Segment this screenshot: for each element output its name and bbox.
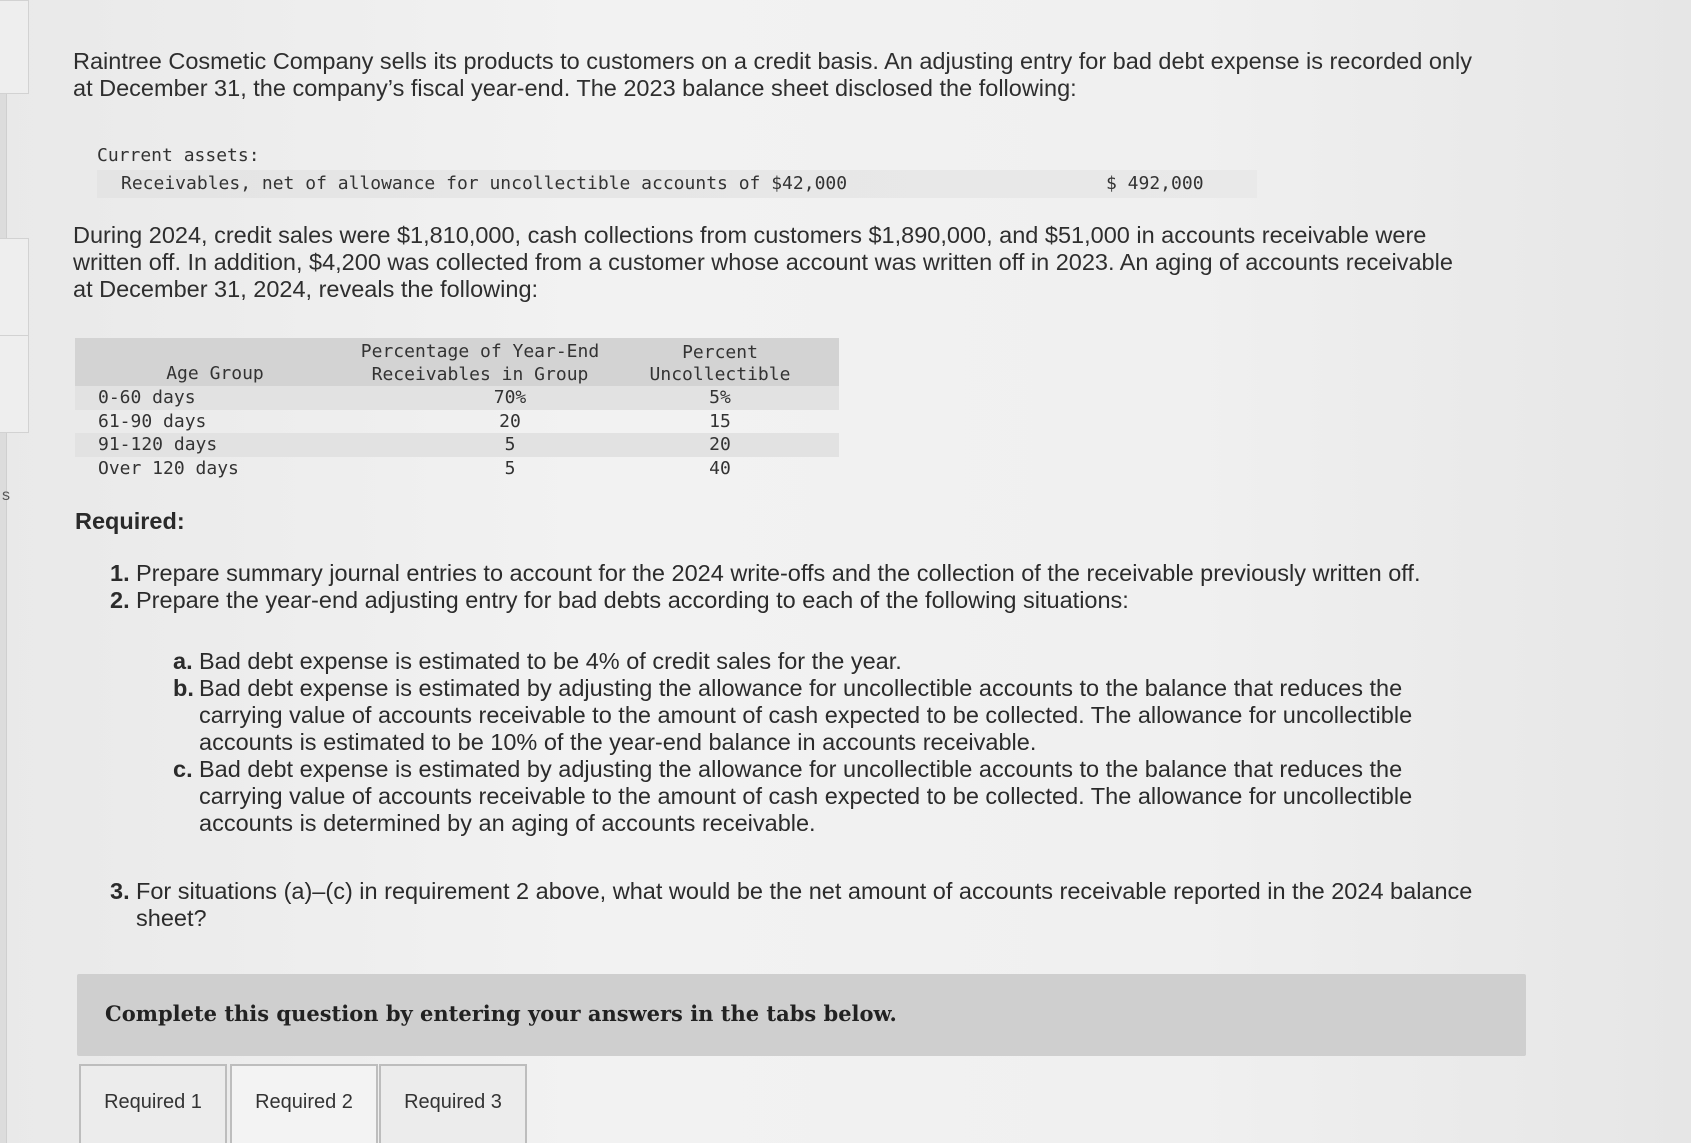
paragraph-line: During 2024, credit sales were $1,810,000, cash collections from customers $1,890,000, and $51,000 in accounts receivable were [73,222,1427,248]
tab-required-2[interactable]: Required 2 [230,1064,378,1143]
aging-table-header [75,338,839,386]
situation-text: Bad debt expense is estimated by adjusting the allowance for uncollectible accounts to the balance that reduces the carrying value of accounts receivable to the amount of cash expected to be collected. The allowance for uncollectible accounts is estimated to be 10% of the year-end balance in accounts receivable. [199,675,1413,755]
table-row [75,386,839,410]
list-item [110,587,1510,614]
situation-text: Bad debt expense is estimated to be 4% of credit sales for the year. [199,648,902,674]
situations-list [173,648,1453,837]
left-panel-edge [0,0,7,1143]
requirement-number: 1. [110,560,130,586]
left-panel-tab[interactable] [0,335,29,433]
requirement-number: 3. [110,878,130,904]
list-item [173,675,1453,756]
requirement-text: Prepare summary journal entries to account for the 2024 write-offs and the collection of the receivable previously written off. [136,560,1421,586]
cell-uncollectible: 5% [709,387,731,408]
list-item [173,756,1453,837]
header-age-group: Age Group [166,363,264,384]
question-content [73,48,1573,931]
situation-letter: b. [173,675,194,701]
aging-table [75,338,839,480]
situation-letter: a. [173,648,193,674]
receivables-value: $ 492,000 [1106,173,1204,194]
balance-sheet-row [97,170,1257,198]
situation-text: Bad debt expense is estimated by adjusting the allowance for uncollectible accounts to the balance that reduces the carrying value of accounts receivable to the amount of cash expected to be collected. The allowance for uncollectible accounts is determined by an aging of accounts receivable. [199,756,1413,836]
cell-age: 91-120 days [98,434,218,455]
cell-uncollectible: 40 [709,457,731,479]
situation-letter: c. [173,756,193,782]
paragraph-line: at December 31, 2024, reveals the following: [73,276,539,302]
balance-sheet-heading: Current assets: [97,145,260,166]
left-panel-tab[interactable] [0,0,29,94]
table-row [75,410,839,434]
intro-line: at December 31, the company’s fiscal year-end. The 2023 balance sheet disclosed the following: [73,75,1077,101]
left-panel-tab[interactable] [0,238,29,336]
balance-sheet-excerpt [97,144,1257,198]
header-uncollectible-line1: Percent [682,342,758,363]
list-item [110,878,1510,932]
instructions-text: Complete this question by entering your answers in the tabs below. [105,1001,897,1026]
requirement-number: 2. [110,587,130,613]
receivables-label: Receivables, net of allowance for uncollectible accounts of $42,000 [121,173,848,194]
required-heading: Required: [75,508,185,534]
list-item [173,648,1453,675]
table-row [75,433,839,457]
list-item [110,560,1510,587]
requirement-text: Prepare the year-end adjusting entry for bad debts according to each of the following situations: [136,587,1129,613]
requirement-3 [110,878,1510,932]
credit-sales-paragraph [73,222,1573,303]
intro-paragraph [73,48,1573,102]
cell-percentage: 20 [499,410,521,432]
header-uncollectible-line2: Uncollectible [649,364,791,385]
cell-percentage: 70% [493,387,527,408]
table-row [75,457,839,481]
requirements-list [110,560,1510,614]
paragraph-line: written off. In addition, $4,200 was collected from a customer whose account was written off in 2023. An aging of accounts receivable [73,249,1453,275]
cell-age: 0-60 days [98,387,196,408]
requirement-text: For situations (a)–(c) in requirement 2 above, what would be the net amount of accounts receivable reported in the 2024 balance sheet? [136,878,1473,931]
intro-line: Raintree Cosmetic Company sells its products to customers on a credit basis. An adjusting entry for bad debt expense is recorded only [73,48,1472,74]
cell-uncollectible: 15 [709,410,731,432]
cell-uncollectible: 20 [709,434,731,455]
cell-age: Over 120 days [98,457,239,479]
cell-percentage: 5 [504,434,516,455]
tab-required-3[interactable]: Required 3 [379,1064,527,1143]
tab-required-1[interactable]: Required 1 [79,1064,227,1143]
instructions-banner [77,974,1526,1056]
cell-age: 61-90 days [98,410,207,432]
header-percentage-line1: Percentage of Year-End [360,341,600,362]
cell-percentage: 5 [504,457,516,479]
header-percentage-line2: Receivables in Group [371,364,589,385]
left-panel-letter: s [2,487,10,504]
